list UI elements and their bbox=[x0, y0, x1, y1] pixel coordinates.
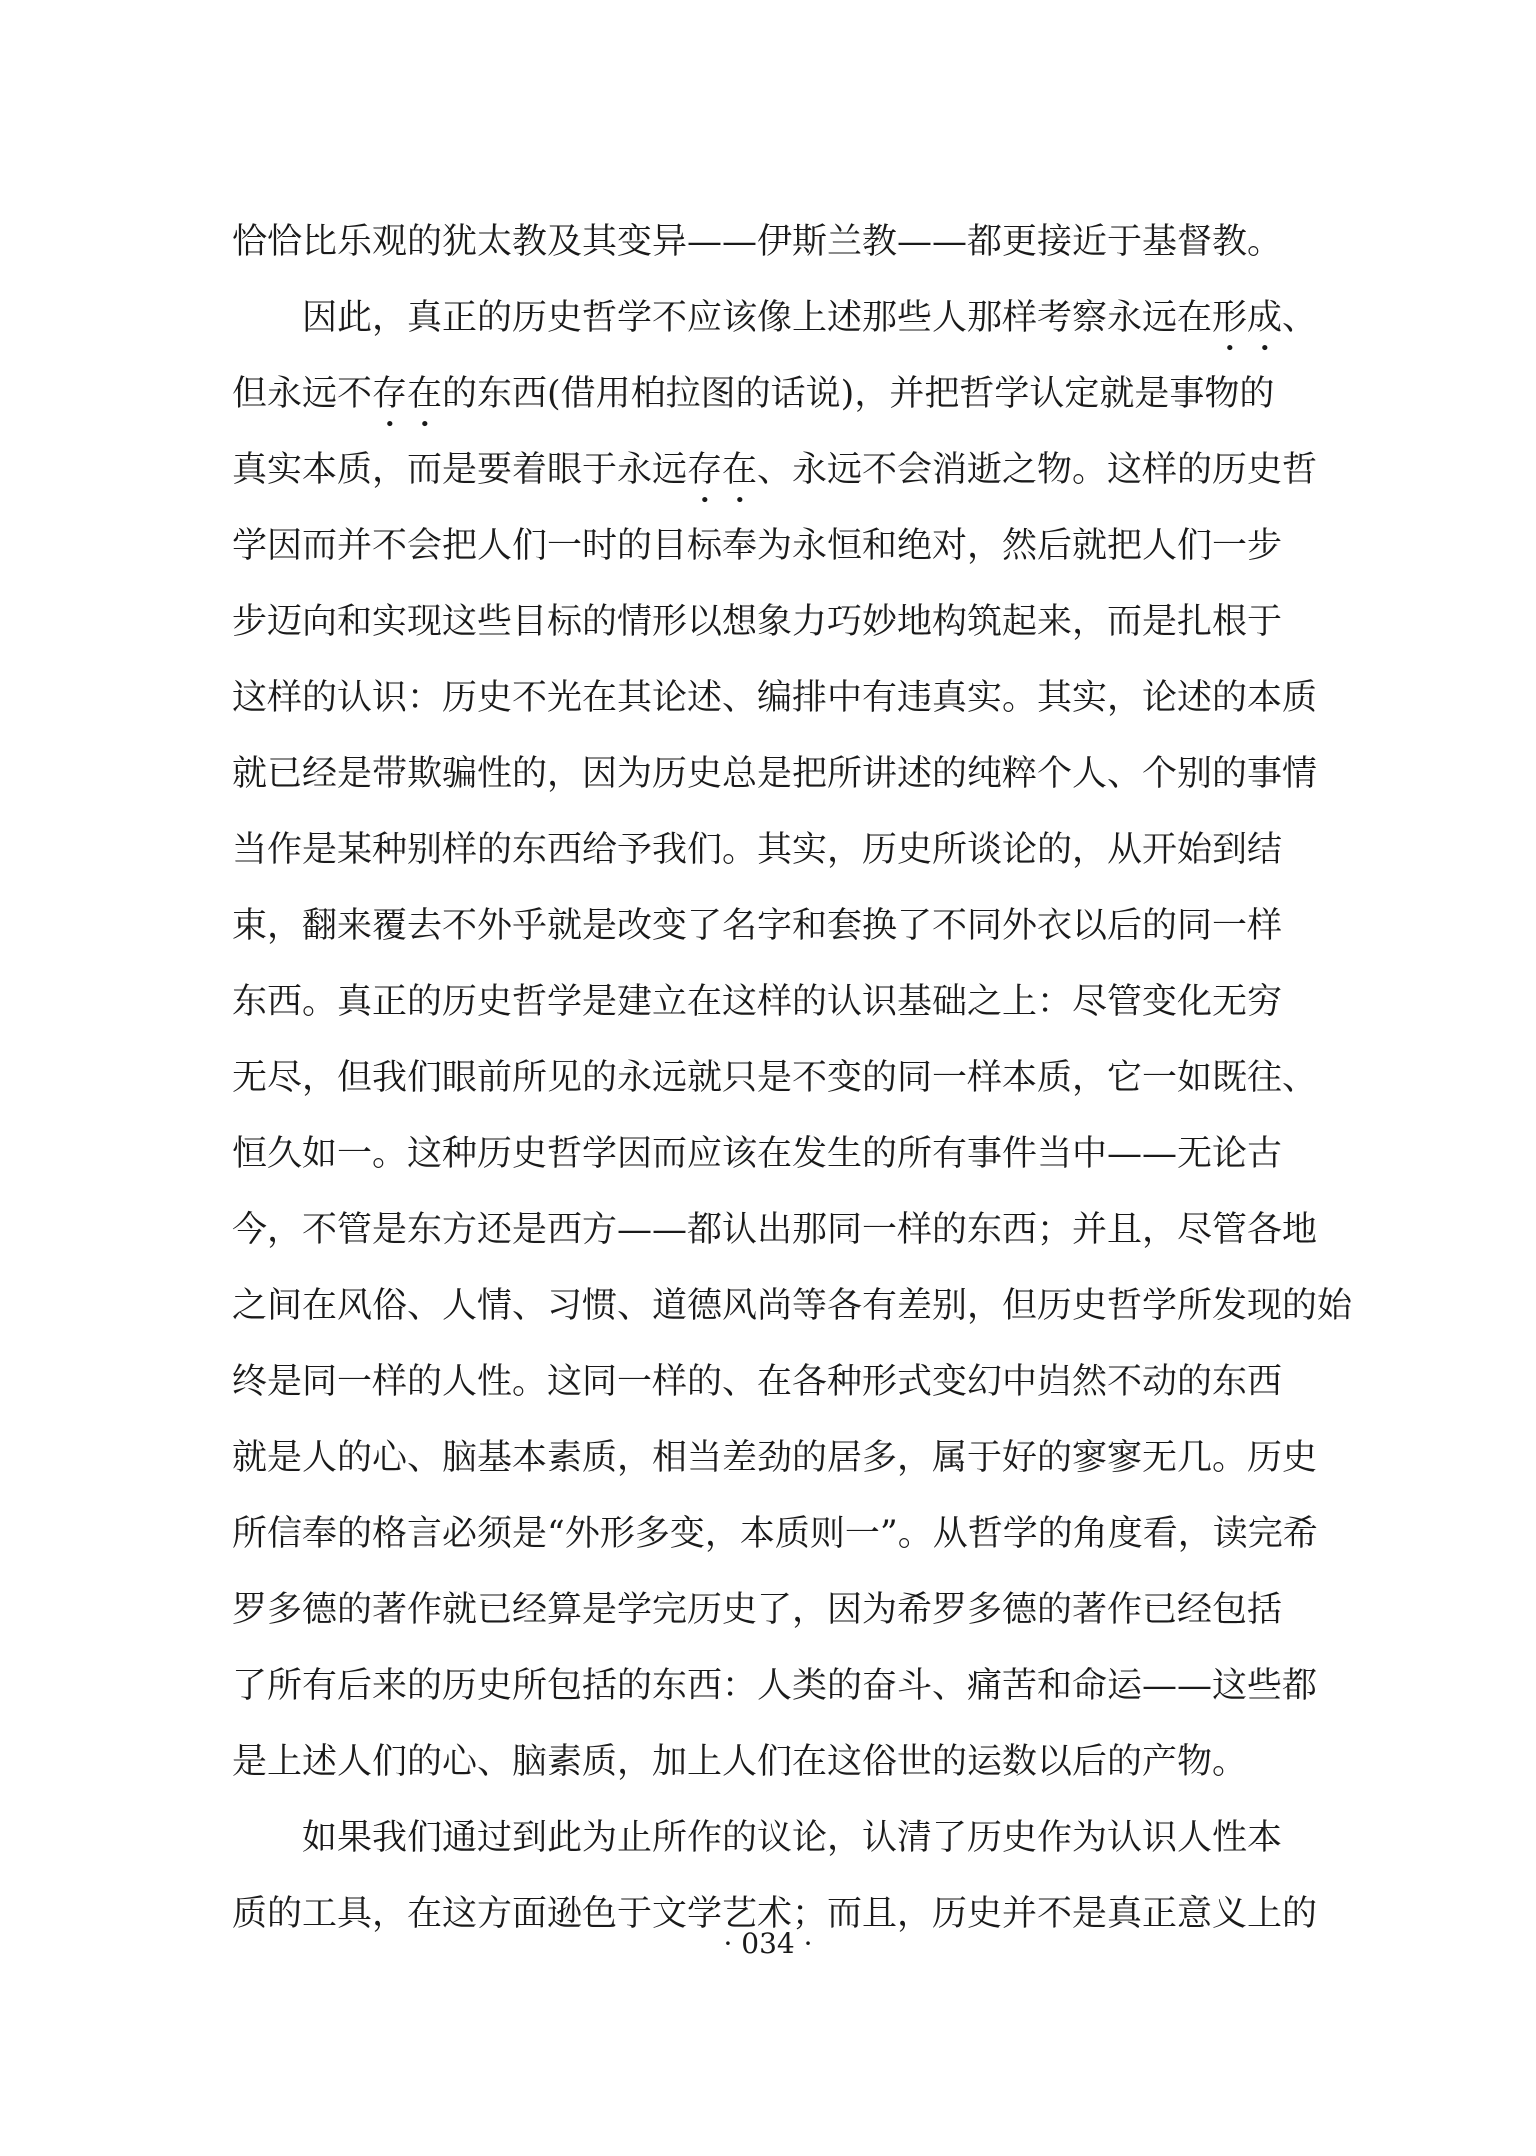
text-line bbox=[232, 1040, 1318, 1116]
text-segment: 束，翻来覆去不外乎就是改变了名字和套换了不同外衣以后的同一样 bbox=[232, 906, 1283, 946]
text-segment: 这样的认识：历史不光在其论述、编排中有违真实。其实，论述的本质 bbox=[232, 678, 1318, 718]
text-line bbox=[232, 1420, 1318, 1496]
text-segment: 因此，真正的历史哲学不应该像上述那些人那样考察永远在 bbox=[302, 298, 1213, 338]
body-text bbox=[232, 204, 1353, 1952]
text-line bbox=[232, 584, 1283, 660]
text-line bbox=[232, 736, 1318, 812]
text-segment: 了所有后来的历史所包括的东西：人类的奋斗、痛苦和命运——这些都 bbox=[232, 1666, 1318, 1706]
text-line bbox=[232, 204, 1283, 280]
text-line bbox=[232, 508, 1283, 584]
text-segment: 之间在风俗、人情、习惯、道德风尚等各有差别，但历史哲学所发现的始 bbox=[232, 1286, 1353, 1326]
text-segment: 是上述人们的心、脑素质，加上人们在这俗世的运数以后的产物。 bbox=[232, 1742, 1248, 1782]
text-segment: 但永远不 bbox=[232, 374, 373, 414]
text-segment: 如果我们通过到此为止所作的议论，认清了历史作为认识人性本 bbox=[302, 1818, 1283, 1858]
text-line bbox=[232, 1572, 1283, 1648]
text-line bbox=[232, 660, 1318, 736]
text-segment: 恰恰比乐观的犹太教及其变异——伊斯兰教——都更接近于基督教。 bbox=[232, 222, 1283, 262]
text-segment: 终是同一样的人性。这同一样的、在各种形式变幻中岿然不动的东西 bbox=[232, 1362, 1283, 1402]
text-segment: 步迈向和实现这些目标的情形以想象力巧妙地构筑起来，而是扎根于 bbox=[232, 602, 1283, 642]
text-segment: 学因而并不会把人们一时的目标奉为永恒和绝对，然后就把人们一步 bbox=[232, 526, 1283, 566]
text-line bbox=[232, 1116, 1283, 1192]
text-line bbox=[232, 888, 1283, 964]
text-segment: 罗多德的著作就已经算是学完历史了，因为希罗多德的著作已经包括 bbox=[232, 1590, 1283, 1630]
text-line bbox=[232, 1724, 1248, 1800]
text-segment: 就是人的心、脑基本素质，相当差劲的居多，属于好的寥寥无几。历史 bbox=[232, 1438, 1318, 1478]
emphasized-text: 形成 bbox=[1212, 298, 1283, 338]
text-line bbox=[232, 356, 1275, 432]
text-line bbox=[232, 1496, 1318, 1572]
text-line bbox=[232, 1344, 1283, 1420]
text-segment: 恒久如一。这种历史哲学因而应该在发生的所有事件当中——无论古 bbox=[232, 1134, 1283, 1174]
text-segment: 、永远不会消逝之物。这样的历史哲 bbox=[757, 450, 1318, 490]
text-segment: 真实本质，而是要着眼于永远 bbox=[232, 450, 688, 490]
text-segment: 就已经是带欺骗性的，因为历史总是把所讲述的纯粹个人、个别的事情 bbox=[232, 754, 1318, 794]
emphasized-text: 存在 bbox=[687, 450, 758, 490]
text-segment: 东西。真正的历史哲学是建立在这样的认识基础之上：尽管变化无穷 bbox=[232, 982, 1283, 1022]
text-line bbox=[232, 280, 1318, 356]
text-segment: 无尽，但我们眼前所见的永远就只是不变的同一样本质，它一如既往、 bbox=[232, 1058, 1318, 1098]
emphasized-text: 存在 bbox=[372, 374, 443, 414]
text-line bbox=[232, 1648, 1318, 1724]
text-segment: 质的工具，在这方面逊色于文学艺术；而且，历史并不是真正意义上的 bbox=[232, 1894, 1318, 1934]
text-line bbox=[232, 1800, 1283, 1876]
page-number: · 034 · bbox=[723, 1927, 813, 1960]
text-segment: 所信奉的格言必须是“外形多变，本质则一”。从哲学的角度看，读完希 bbox=[232, 1514, 1318, 1554]
text-line bbox=[232, 1192, 1318, 1268]
text-line bbox=[232, 812, 1283, 888]
text-segment: 的东西(借用柏拉图的话说)，并把哲学认定就是事物的 bbox=[442, 374, 1275, 414]
text-line bbox=[232, 432, 1318, 508]
text-line bbox=[232, 964, 1283, 1040]
text-segment: 、 bbox=[1282, 298, 1318, 338]
text-segment: 当作是某种别样的东西给予我们。其实，历史所谈论的，从开始到结 bbox=[232, 830, 1283, 870]
text-line bbox=[232, 1268, 1353, 1344]
text-segment: 今，不管是东方还是西方——都认出那同一样的东西；并且，尽管各地 bbox=[232, 1210, 1318, 1250]
